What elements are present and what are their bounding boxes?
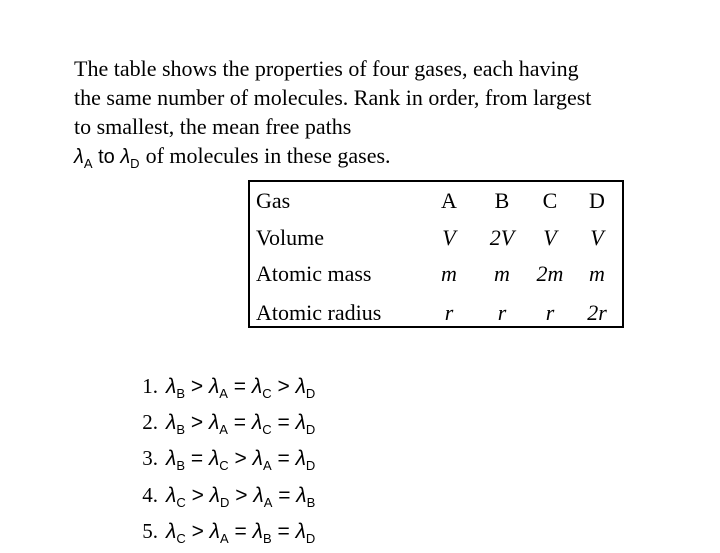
- answer-expression: $\lambda_B > \lambda_A = \lambda_C > \lambda_D$: [166, 375, 316, 402]
- lambda-range: $\lambda_A$ to $\lambda_D$: [74, 146, 140, 171]
- question-body: The table shows the properties of four gases, each having the same number of molecules. Rank in order, from largest to smallest, the mean free paths: [74, 56, 592, 139]
- cell-mass-a: m: [441, 261, 457, 286]
- cell-radius-b: r: [497, 300, 507, 325]
- row-label-atomic-mass: Atomic mass: [256, 261, 372, 286]
- cell-volume-b: 2V: [489, 225, 515, 250]
- answer-choice-5[interactable]: 5. $\lambda_C > \lambda_A = \lambda_B = \lambda_D$: [142, 518, 316, 546]
- cell-mass-c: 2m: [536, 261, 564, 286]
- cell-volume-a: V: [442, 225, 456, 250]
- row-label-atomic-radius: Atomic radius: [256, 300, 382, 325]
- cell-radius-a: r: [444, 300, 454, 325]
- answer-choice-1[interactable]: 1. $\lambda_B > \lambda_A = \lambda_C > \lambda_D$: [142, 374, 316, 402]
- answer-expression: $\lambda_B > \lambda_A = \lambda_C = \lambda_D$: [166, 411, 316, 438]
- answer-choice-3[interactable]: 3. $\lambda_B = \lambda_C > \lambda_A = \lambda_D$: [142, 446, 316, 474]
- header-a: A: [441, 188, 457, 213]
- answer-expression: $\lambda_C > \lambda_D > \lambda_A = \lambda_B$: [166, 483, 316, 510]
- header-gas: Gas: [256, 188, 291, 213]
- cell-radius-c: r: [545, 300, 555, 325]
- cell-radius-d: 2r: [587, 300, 607, 325]
- answer-choice-4[interactable]: 4. $\lambda_C > \lambda_D > \lambda_A = \lambda_B$: [142, 482, 316, 510]
- header-c: C: [542, 188, 558, 213]
- question-suffix: of molecules in these gases.: [145, 143, 391, 168]
- answer-choices: [122, 372, 315, 553]
- cell-volume-d: V: [590, 225, 604, 250]
- answer-expression: $\lambda_B = \lambda_C > \lambda_A = \lambda_D$: [166, 447, 316, 474]
- cell-mass-d: m: [589, 261, 605, 286]
- answer-choice-2[interactable]: 2. $\lambda_B > \lambda_A = \lambda_C = \lambda_D$: [142, 410, 316, 438]
- row-label-volume: Volume: [256, 225, 325, 250]
- question-text: [74, 54, 594, 178]
- header-d: D: [589, 188, 605, 213]
- header-b: B: [494, 188, 510, 213]
- gas-properties-table: [248, 180, 624, 328]
- answer-expression: $\lambda_C > \lambda_A = \lambda_B = \lambda_D$: [166, 519, 316, 546]
- cell-volume-c: V: [543, 225, 557, 250]
- cell-mass-b: m: [494, 261, 510, 286]
